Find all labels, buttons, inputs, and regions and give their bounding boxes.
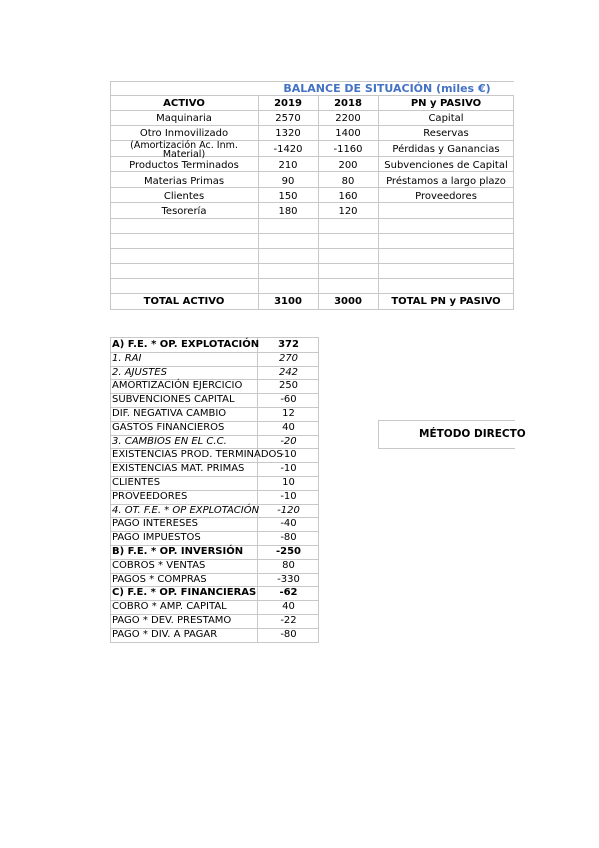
flow-row bbox=[110, 531, 319, 546]
flow-value: 250 bbox=[278, 380, 299, 392]
flow-row bbox=[110, 586, 319, 601]
flow-value: -120 bbox=[277, 504, 300, 516]
flow-label: PAGO IMPUESTOS bbox=[112, 532, 201, 544]
flow-label: B) F.E. * OP. INVERSIÓN bbox=[112, 546, 244, 557]
flow-row bbox=[110, 559, 319, 574]
value-2019: -1420 bbox=[273, 144, 303, 155]
flow-row bbox=[110, 448, 319, 463]
metodo-directo-label: MÉTODO DIRECTO bbox=[419, 428, 526, 440]
activo-label: Productos Terminados bbox=[129, 160, 239, 171]
pasivo-label: Subvenciones de Capital bbox=[384, 160, 508, 171]
metodo-directo-box bbox=[378, 420, 526, 449]
flow-label: PAGO * DIV. A PAGAR bbox=[112, 628, 218, 640]
pasivo-label: Proveedores bbox=[415, 191, 477, 202]
flow-row bbox=[110, 462, 319, 477]
flow-row bbox=[110, 393, 319, 408]
header-2018: 2018 bbox=[334, 98, 362, 109]
flow-value: -10 bbox=[280, 449, 297, 461]
flow-label: 1. RAI bbox=[112, 352, 142, 364]
flow-value: -330 bbox=[277, 573, 300, 585]
flow-row bbox=[110, 338, 319, 353]
value-2018: 80 bbox=[341, 176, 355, 187]
flow-value: -22 bbox=[280, 615, 297, 626]
value-2019: 90 bbox=[281, 176, 295, 187]
flow-label: PAGO * DEV. PRESTAMO bbox=[112, 615, 232, 626]
flow-label: 2. AJUSTES bbox=[112, 366, 167, 378]
flow-label: SUBVENCIONES CAPITAL bbox=[112, 394, 235, 406]
activo-label: Maquinaria bbox=[156, 113, 212, 124]
flow-row bbox=[110, 573, 319, 588]
value-2018: 200 bbox=[338, 160, 358, 171]
flow-value: 40 bbox=[282, 421, 295, 433]
flow-label: PAGOS * COMPRAS bbox=[112, 573, 207, 585]
flow-value: 40 bbox=[282, 601, 295, 613]
pasivo-label: Capital bbox=[428, 113, 464, 124]
value-2018: 160 bbox=[338, 191, 358, 202]
flow-row bbox=[110, 600, 319, 615]
pasivo-label: Pérdidas y Ganancias bbox=[392, 144, 500, 155]
value-2019: 150 bbox=[278, 191, 298, 202]
pasivo-label: Préstamos a largo plazo bbox=[386, 176, 506, 187]
activo-label: Tesorería bbox=[161, 206, 207, 217]
balance-sheet-table bbox=[110, 81, 514, 310]
flow-label: 3. CAMBIOS EN EL C.C. bbox=[112, 435, 227, 447]
flow-row bbox=[110, 366, 319, 381]
flow-value: -62 bbox=[279, 587, 298, 599]
flow-label: EXISTENCIAS PROD. TERMINADOS bbox=[112, 449, 283, 461]
value-2018: -1160 bbox=[333, 144, 363, 155]
value-2018: 2200 bbox=[335, 113, 361, 124]
flow-value: 372 bbox=[278, 339, 299, 350]
flow-row bbox=[110, 476, 319, 491]
value-2019: 1320 bbox=[275, 128, 301, 139]
flow-row bbox=[110, 614, 319, 629]
flow-value: 270 bbox=[278, 352, 299, 364]
activo-label: Clientes bbox=[163, 191, 205, 202]
total-2019: 3100 bbox=[274, 296, 302, 307]
flow-label: DIF. NEGATIVA CAMBIO bbox=[112, 408, 227, 419]
flow-value: -20 bbox=[280, 435, 297, 447]
header-activo: ACTIVO bbox=[163, 98, 205, 109]
activo-label: (Amortización Ac. Inm. Material) bbox=[130, 140, 238, 160]
flow-row bbox=[110, 504, 319, 519]
total-activo-label: TOTAL ACTIVO bbox=[143, 296, 225, 307]
flow-row bbox=[110, 490, 319, 505]
flow-row bbox=[110, 435, 319, 450]
total-2018: 3000 bbox=[334, 296, 362, 307]
flow-value: -10 bbox=[280, 490, 297, 502]
pasivo-label: Reservas bbox=[423, 128, 469, 139]
header-2019: 2019 bbox=[274, 98, 302, 109]
pasivo-label bbox=[378, 204, 514, 219]
value-2019: 180 bbox=[278, 206, 298, 217]
flow-label: A) F.E. * OP. EXPLOTACIÓN bbox=[112, 339, 260, 350]
flow-label: PAGO INTERESES bbox=[112, 518, 198, 530]
flow-label: COBRO * AMP. CAPITAL bbox=[112, 601, 227, 613]
flow-row bbox=[110, 407, 319, 422]
flow-value: 80 bbox=[282, 559, 295, 571]
flow-label: COBROS * VENTAS bbox=[112, 559, 206, 571]
flow-row bbox=[110, 517, 319, 532]
activo-label: Materias Primas bbox=[143, 176, 225, 187]
value-2018: 120 bbox=[338, 206, 358, 217]
total-pasivo-label: TOTAL PN y PASIVO bbox=[391, 296, 501, 307]
flow-value: 242 bbox=[278, 366, 299, 378]
flow-value: 12 bbox=[282, 408, 295, 419]
flow-value: -10 bbox=[280, 463, 297, 475]
cash-flow-table bbox=[110, 337, 319, 642]
flow-row bbox=[110, 545, 319, 560]
flow-label: PROVEEDORES bbox=[112, 490, 188, 502]
flow-value: -80 bbox=[280, 628, 297, 640]
flow-label: EXISTENCIAS MAT. PRIMAS bbox=[112, 463, 245, 475]
flow-value: -250 bbox=[275, 546, 302, 557]
flow-row bbox=[110, 352, 319, 367]
flow-value: 10 bbox=[282, 477, 295, 488]
flow-row bbox=[110, 628, 319, 643]
value-2019: 2570 bbox=[275, 113, 301, 124]
flow-label: 4. OT. F.E. * OP EXPLOTACIÓN bbox=[112, 504, 260, 516]
balance-title: BALANCE DE SITUACIÓN (miles €) bbox=[283, 82, 491, 95]
flow-value: -60 bbox=[280, 394, 297, 406]
flow-value: -80 bbox=[280, 532, 297, 544]
value-2018: 1400 bbox=[335, 128, 361, 139]
flow-label: C) F.E. * OP. FINANCIERAS bbox=[112, 587, 257, 599]
activo-label: Otro Inmovilizado bbox=[139, 128, 229, 139]
flow-label: AMORTIZACIÓN EJERCICIO bbox=[112, 380, 243, 392]
header-pn-pasivo: PN y PASIVO bbox=[410, 98, 482, 109]
flow-row bbox=[110, 421, 319, 436]
value-2019: 210 bbox=[278, 160, 298, 171]
flow-value: -40 bbox=[280, 518, 297, 530]
flow-row bbox=[110, 379, 319, 394]
flow-label: GASTOS FINANCIEROS bbox=[112, 421, 225, 433]
flow-label: CLIENTES bbox=[112, 477, 161, 488]
